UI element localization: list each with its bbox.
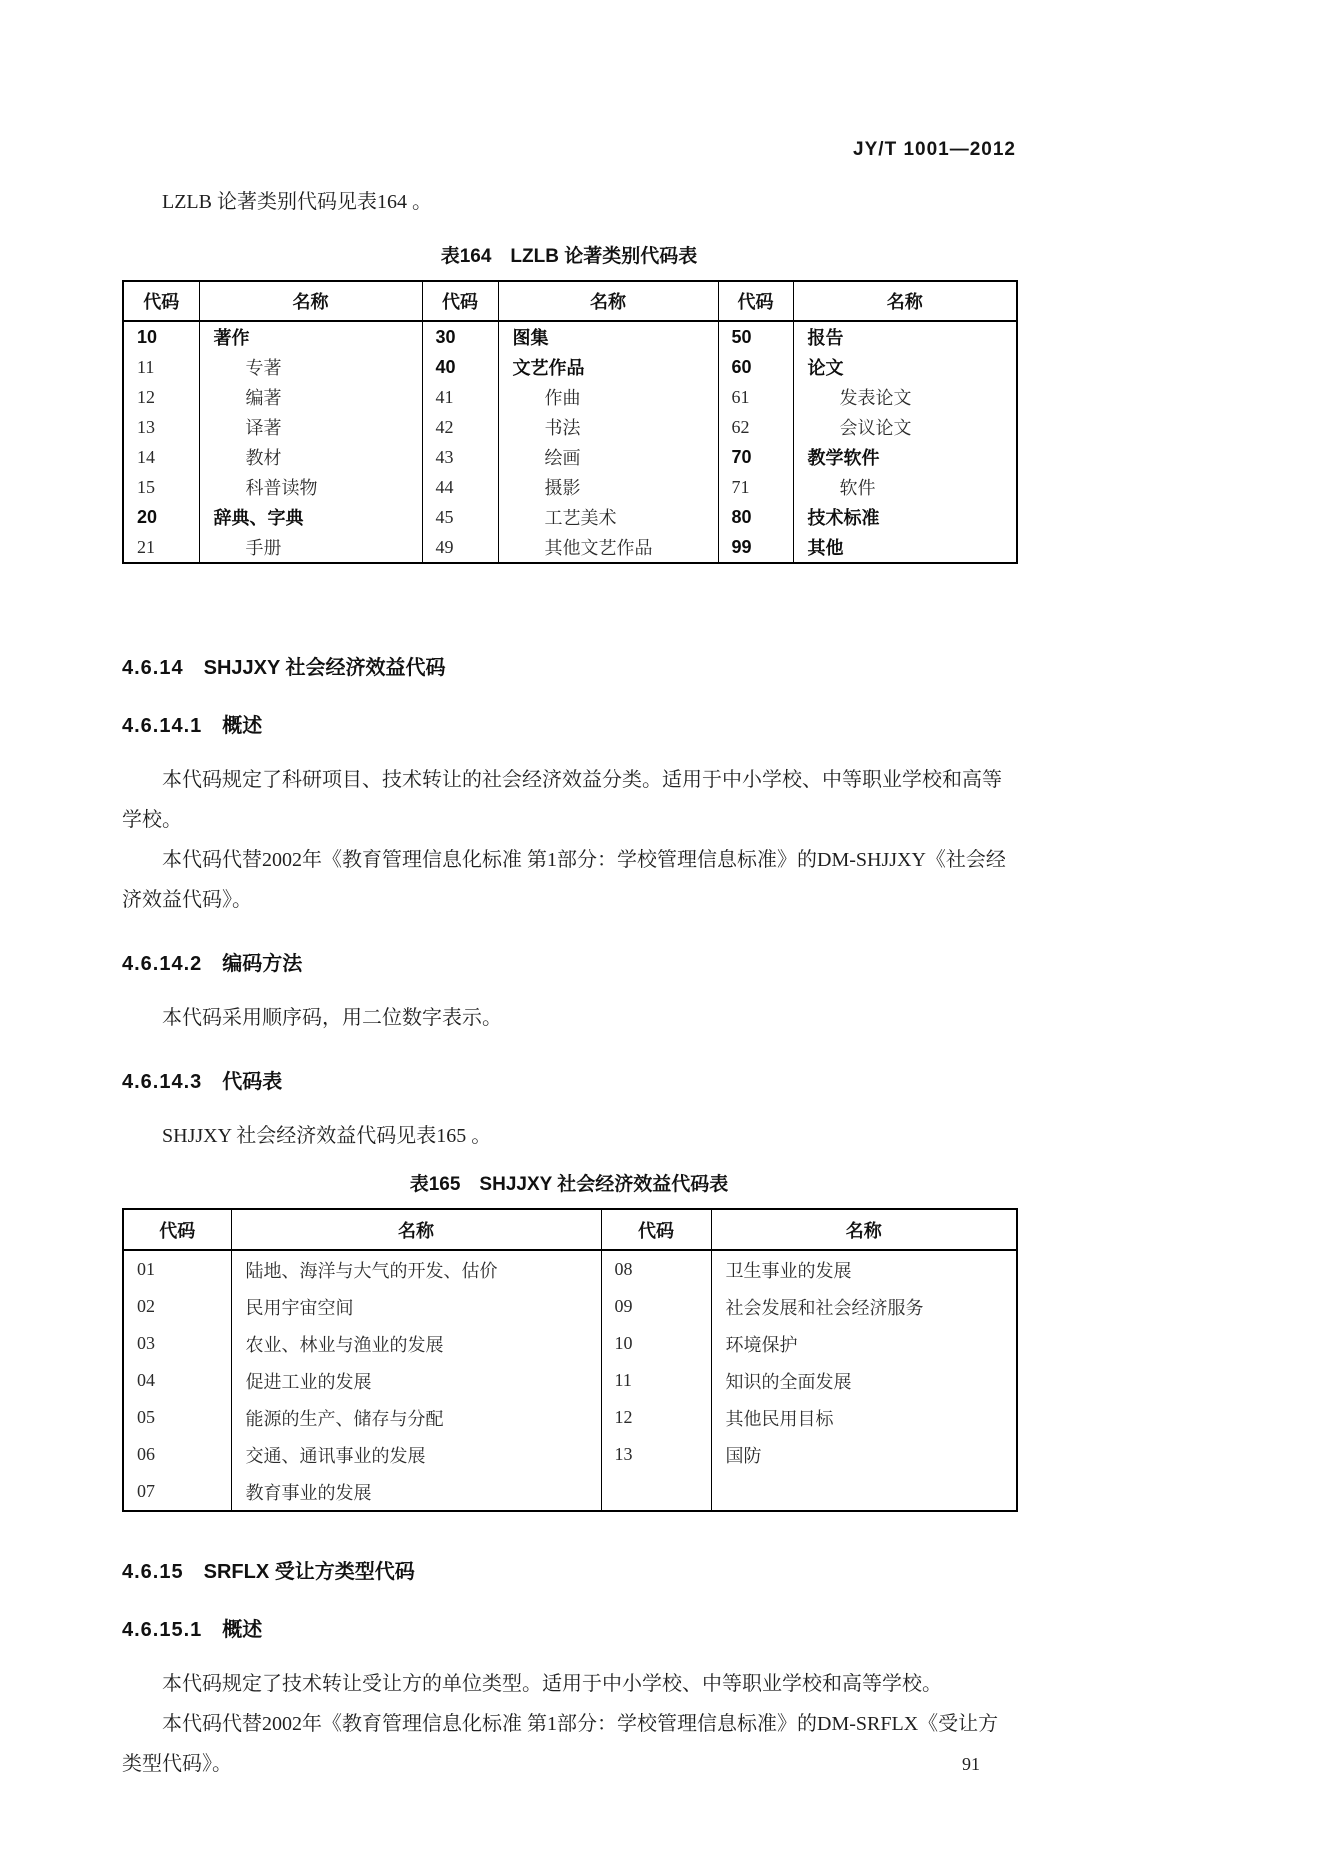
- code-cell: 13: [601, 1436, 711, 1473]
- name-cell: 作曲: [498, 382, 718, 412]
- code-cell: 21: [123, 532, 199, 563]
- name-cell: 农业、林业与渔业的发展: [231, 1325, 601, 1362]
- name-cell: 教材: [199, 442, 422, 472]
- column-header: 名称: [711, 1209, 1017, 1250]
- name-cell: 民用宇宙空间: [231, 1288, 601, 1325]
- column-header: 名称: [199, 281, 422, 321]
- intro-line-table164: LZLB 论著类别代码见表164 。: [162, 191, 432, 213]
- table-row: [123, 1250, 1017, 1288]
- subsection-number: 4.6.14.2: [122, 953, 203, 975]
- page-number: 91: [962, 1754, 980, 1774]
- name-cell: 知识的全面发展: [711, 1362, 1017, 1399]
- code-cell: 62: [718, 412, 793, 442]
- column-header: 代码: [123, 281, 199, 321]
- column-header: 代码: [718, 281, 793, 321]
- section-heading-4-6-15: [122, 1558, 1016, 1586]
- table-164: [122, 280, 1018, 564]
- code-cell: 60: [718, 352, 793, 382]
- code-cell: 43: [422, 442, 498, 472]
- column-header: 名称: [231, 1209, 601, 1250]
- table165-header-row: [123, 1209, 1017, 1250]
- subsection-heading-4-6-14-2: [122, 950, 1016, 978]
- table-row: [123, 1288, 1017, 1325]
- name-cell: 绘画: [498, 442, 718, 472]
- code-cell: 14: [123, 442, 199, 472]
- paragraph-s14-coding: 本代码采用顺序码，用二位数字表示。: [162, 1007, 502, 1029]
- paragraph-s14-overview-1: 本代码规定了科研项目、技术转让的社会经济效益分类。适用于中小学校、中等职业学校和高等学校。: [122, 769, 1002, 831]
- code-cell: 71: [718, 472, 793, 502]
- code-cell: 20: [123, 502, 199, 532]
- column-header: 名称: [793, 281, 1017, 321]
- table-row: [123, 321, 1017, 352]
- name-cell: 其他: [793, 532, 1017, 563]
- table-row: [123, 1399, 1017, 1436]
- table-row: [123, 352, 1017, 382]
- table-row: [123, 442, 1017, 472]
- name-cell: 陆地、海洋与大气的开发、估价: [231, 1250, 601, 1288]
- name-cell: 辞典、字典: [199, 502, 422, 532]
- name-cell: 报告: [793, 321, 1017, 352]
- table-row: [123, 1436, 1017, 1473]
- table-row: [123, 1473, 1017, 1511]
- code-cell: 11: [123, 352, 199, 382]
- name-cell: 交通、通讯事业的发展: [231, 1436, 601, 1473]
- code-cell: 12: [601, 1399, 711, 1436]
- code-cell: 42: [422, 412, 498, 442]
- name-cell: 教育事业的发展: [231, 1473, 601, 1511]
- subsection-title: 概述: [222, 715, 263, 737]
- subsection-heading-4-6-14-3: [122, 1068, 1016, 1096]
- code-cell: 08: [601, 1250, 711, 1288]
- code-cell: 61: [718, 382, 793, 412]
- subsection-title: 概述: [222, 1619, 263, 1641]
- section-title: SRFLX 受让方类型代码: [203, 1561, 415, 1583]
- code-cell: 05: [123, 1399, 231, 1436]
- name-cell: 论文: [793, 352, 1017, 382]
- code-cell: 04: [123, 1362, 231, 1399]
- column-header: 名称: [498, 281, 718, 321]
- name-cell: 文艺作品: [498, 352, 718, 382]
- code-cell: 13: [123, 412, 199, 442]
- code-cell: 99: [718, 532, 793, 563]
- name-cell: 环境保护: [711, 1325, 1017, 1362]
- code-cell: 70: [718, 442, 793, 472]
- name-cell: 图集: [498, 321, 718, 352]
- name-cell: 编著: [199, 382, 422, 412]
- column-header: 代码: [601, 1209, 711, 1250]
- table164-title: 表164 LZLB 论著类别代码表: [440, 246, 698, 267]
- name-cell: 其他民用目标: [711, 1399, 1017, 1436]
- code-cell: 49: [422, 532, 498, 563]
- name-cell: 国防: [711, 1436, 1017, 1473]
- paragraph-s14-overview-2: 本代码代替2002年《教育管理信息化标准 第1部分：学校管理信息标准》的DM-SHJJXY《社会经济效益代码》。: [122, 849, 1006, 911]
- name-cell: 其他文艺作品: [498, 532, 718, 563]
- subsection-title: 编码方法: [222, 953, 303, 975]
- subsection-number: 4.6.14.1: [122, 715, 203, 737]
- code-cell: 10: [601, 1325, 711, 1362]
- name-cell: 会议论文: [793, 412, 1017, 442]
- paragraph-s14-table-ref: SHJJXY 社会经济效益代码见表165 。: [162, 1125, 492, 1147]
- section-number: 4.6.14: [122, 657, 184, 679]
- section-heading-4-6-14: [122, 654, 1016, 682]
- table-row: [123, 412, 1017, 442]
- code-cell: 06: [123, 1436, 231, 1473]
- code-cell: 01: [123, 1250, 231, 1288]
- name-cell: 手册: [199, 532, 422, 563]
- code-cell: 09: [601, 1288, 711, 1325]
- paragraph-s15-overview-1: 本代码规定了技术转让受让方的单位类型。适用于中小学校、中等职业学校和高等学校。: [162, 1673, 942, 1695]
- code-cell: 03: [123, 1325, 231, 1362]
- name-cell: 能源的生产、储存与分配: [231, 1399, 601, 1436]
- name-cell: 著作: [199, 321, 422, 352]
- name-cell: 工艺美术: [498, 502, 718, 532]
- name-cell: 软件: [793, 472, 1017, 502]
- name-cell: 译著: [199, 412, 422, 442]
- table-row: [123, 1325, 1017, 1362]
- name-cell: 书法: [498, 412, 718, 442]
- column-header: 代码: [422, 281, 498, 321]
- code-cell: 40: [422, 352, 498, 382]
- code-cell: 41: [422, 382, 498, 412]
- code-cell: 07: [123, 1473, 231, 1511]
- table-165: [122, 1208, 1018, 1512]
- table-row: [123, 382, 1017, 412]
- table-row: [123, 472, 1017, 502]
- code-cell: 15: [123, 472, 199, 502]
- section-title: SHJJXY 社会经济效益代码: [203, 657, 446, 679]
- name-cell: 教学软件: [793, 442, 1017, 472]
- paragraph-s15-overview-2: 本代码代替2002年《教育管理信息化标准 第1部分：学校管理信息标准》的DM-SRFLX《受让方类型代码》。: [122, 1713, 999, 1775]
- code-cell: [601, 1473, 711, 1511]
- table164-header-row: [123, 281, 1017, 321]
- column-header: 代码: [123, 1209, 231, 1250]
- table-row: [123, 532, 1017, 563]
- subsection-title: 代码表: [222, 1071, 283, 1093]
- table-row: [123, 1362, 1017, 1399]
- name-cell: 专著: [199, 352, 422, 382]
- section-number: 4.6.15: [122, 1561, 184, 1583]
- name-cell: 摄影: [498, 472, 718, 502]
- code-cell: 44: [422, 472, 498, 502]
- subsection-heading-4-6-14-1: [122, 712, 1016, 740]
- table165-title: 表165 SHJJXY 社会经济效益代码表: [409, 1174, 729, 1195]
- code-cell: 80: [718, 502, 793, 532]
- subsection-heading-4-6-15-1: [122, 1616, 1016, 1644]
- subsection-number: 4.6.15.1: [122, 1619, 203, 1641]
- code-cell: 30: [422, 321, 498, 352]
- name-cell: 卫生事业的发展: [711, 1250, 1017, 1288]
- code-cell: 45: [422, 502, 498, 532]
- name-cell: 科普读物: [199, 472, 422, 502]
- code-cell: 12: [123, 382, 199, 412]
- name-cell: 发表论文: [793, 382, 1017, 412]
- name-cell: [711, 1473, 1017, 1511]
- subsection-number: 4.6.14.3: [122, 1071, 203, 1093]
- name-cell: 技术标准: [793, 502, 1017, 532]
- doc-number: JY/T 1001—2012: [853, 139, 1016, 160]
- code-cell: 11: [601, 1362, 711, 1399]
- code-cell: 50: [718, 321, 793, 352]
- code-cell: 02: [123, 1288, 231, 1325]
- name-cell: 促进工业的发展: [231, 1362, 601, 1399]
- name-cell: 社会发展和社会经济服务: [711, 1288, 1017, 1325]
- code-cell: 10: [123, 321, 199, 352]
- table-row: [123, 502, 1017, 532]
